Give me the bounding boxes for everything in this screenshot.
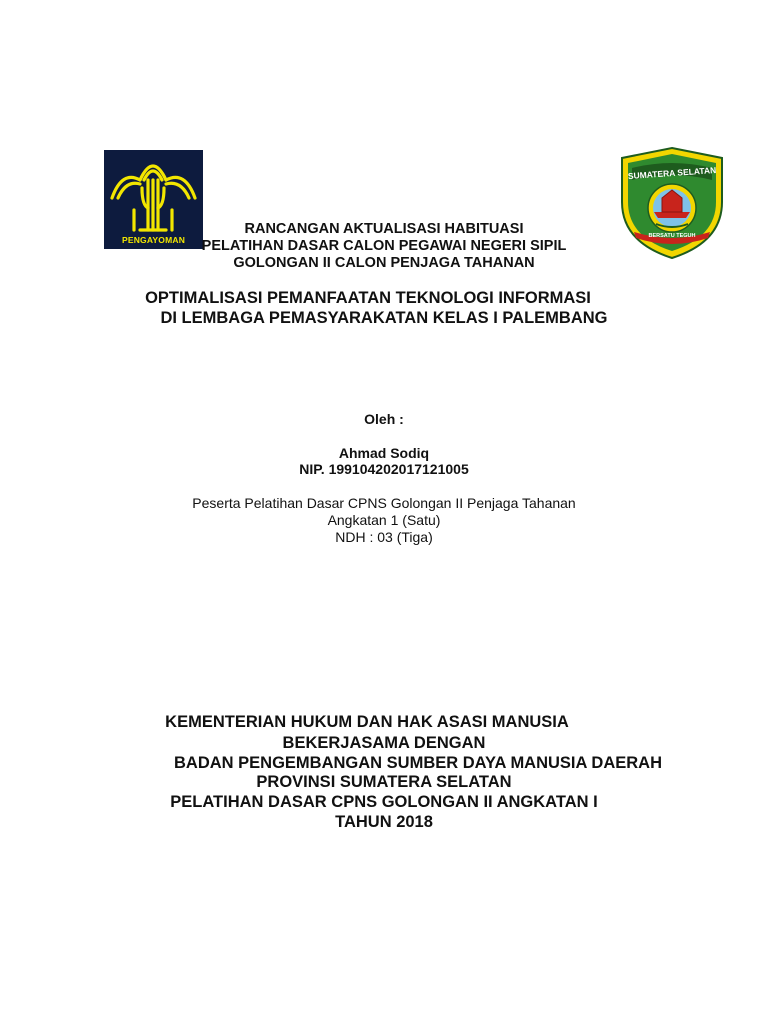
participant-line-3: NDH : 03 (Tiga): [335, 529, 433, 545]
footer-line-6: TAHUN 2018: [335, 813, 433, 831]
footer-line-4: PROVINSI SUMATERA SELATAN: [256, 773, 512, 791]
seal-caption-top: SUMATERA SELATAN: [627, 164, 717, 182]
footer-line-5: PELATIHAN DASAR CPNS GOLONGAN II ANGKATAN I: [170, 793, 598, 811]
seal-caption-bottom: BERSATU TEGUH: [648, 233, 696, 239]
participant-line-2: Angkatan 1 (Satu): [327, 512, 441, 528]
footer-line-2: BEKERJASAMA DENGAN: [282, 734, 486, 752]
footer-line-1: KEMENTERIAN HUKUM DAN HAK ASASI MANUSIA: [165, 713, 569, 731]
author-name: Ahmad Sodiq: [338, 445, 430, 461]
header-line-2: PELATIHAN DASAR CALON PEGAWAI NEGERI SIPIL: [201, 238, 567, 254]
author-nip: NIP. 199104202017121005: [299, 461, 469, 477]
participant-line-1: Peserta Pelatihan Dasar CPNS Golongan II Penjaga Tahanan: [192, 495, 576, 511]
header-line-3: GOLONGAN II CALON PENJAGA TAHANAN: [233, 255, 535, 271]
title-line-1: OPTIMALISASI PEMANFAATAN TEKNOLOGI INFORMASI: [145, 289, 591, 307]
by-label: Oleh :: [364, 411, 404, 427]
pengayoman-caption: PENGAYOMAN: [121, 235, 186, 245]
footer-line-3: BADAN PENGEMBANGAN SUMBER DAYA MANUSIA DAERAH: [173, 754, 662, 772]
title-line-2: DI LEMBAGA PEMASYARAKATAN KELAS I PALEMBANG: [160, 309, 608, 327]
header-line-1: RANCANGAN AKTUALISASI HABITUASI: [244, 221, 524, 237]
